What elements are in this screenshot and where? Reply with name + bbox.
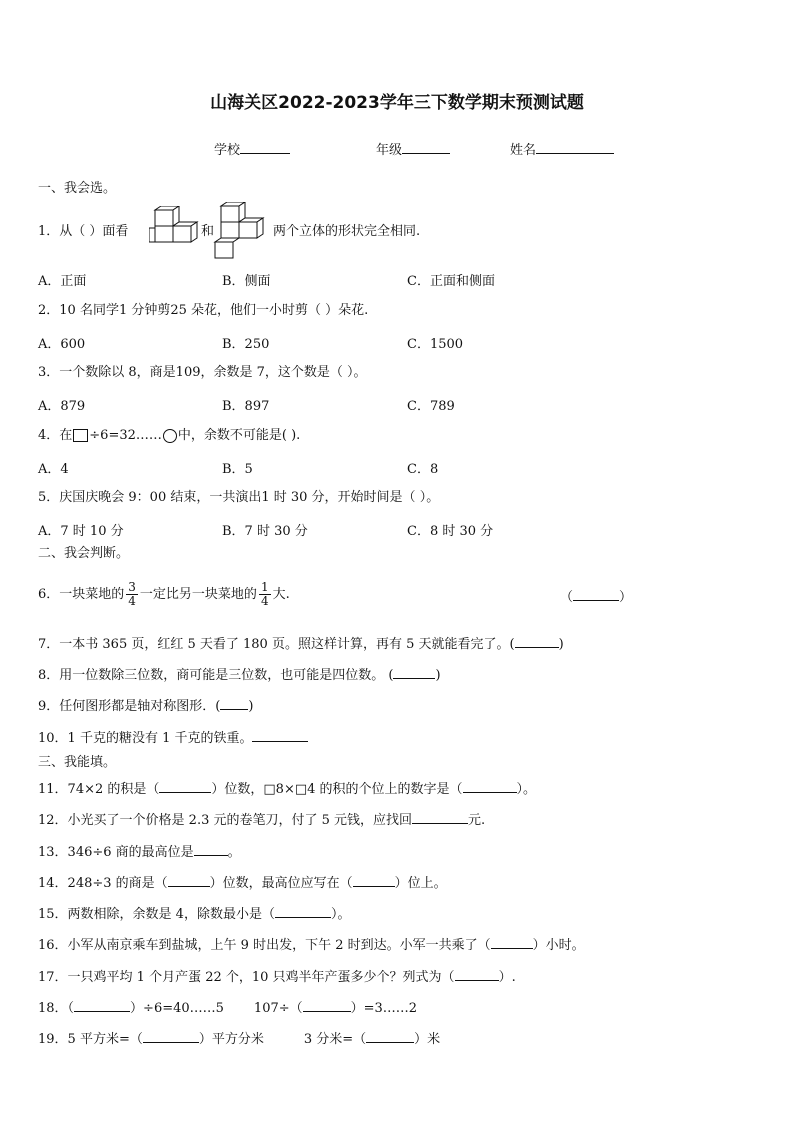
q8-text: 8．用一位数除三位数，商可能是三位数，也可能是四位数。 ( <box>38 668 394 683</box>
q7-paren-right: ) <box>558 637 564 652</box>
question-17 <box>38 967 516 987</box>
fraction-1-4 <box>259 581 271 608</box>
question-5: 5．庆国庆晚会 9：00 结束，一共演出1 时 30 分，开始时间是（ ）。 <box>38 490 440 505</box>
q6-text-b: 一定比另一块菜地的 <box>139 587 257 602</box>
q8-paren-right: ) <box>435 668 441 683</box>
q6-text-a: 6．一块菜地的 <box>38 587 125 602</box>
q13-blank[interactable] <box>194 842 228 856</box>
question-12 <box>38 810 485 830</box>
school-label: 学校 <box>214 143 241 158</box>
q5-option-c[interactable]: C．8 时 30 分 <box>407 524 494 539</box>
q9-text: 9．任何图形都是轴对称图形．( <box>38 699 221 714</box>
q9-answer-blank[interactable] <box>220 696 248 710</box>
q2-option-b[interactable]: B．250 <box>222 337 270 352</box>
q16-text-a: 16．小军从南京乘车到盐城，上午 9 时出发，下午 2 时到达。小军一共乘了（ <box>38 938 491 953</box>
q6-text-c: 大. <box>272 587 290 602</box>
q3-option-a[interactable]: A．879 <box>38 399 86 414</box>
section-2-heading: 二、我会判断。 <box>38 546 130 561</box>
q15-text-b: ）。 <box>330 907 351 922</box>
q4-option-a[interactable]: A．4 <box>38 462 69 477</box>
q8-answer-blank[interactable] <box>393 665 435 679</box>
page-title: 山海关区2022-2023学年三下数学期末预测试题 <box>210 93 584 113</box>
q12-text-b: 元. <box>468 813 486 828</box>
q4-text-a: 4．在 <box>38 428 73 443</box>
q6-answer-field <box>560 587 632 607</box>
q13-text-a: 13．346÷6 商的最高位是 <box>38 845 194 860</box>
q14-text-c: ）位上。 <box>394 876 447 891</box>
q18-text-a: 18．（ <box>38 1001 75 1016</box>
question-1-part-a: 1．从（ ）面看 <box>38 224 129 239</box>
q18-text-c: 107÷（ <box>253 1001 303 1016</box>
q19-blank-2[interactable] <box>366 1029 414 1043</box>
q19-text-b: ）平方分米 <box>198 1032 264 1047</box>
q3-option-b[interactable]: B．897 <box>222 399 270 414</box>
q14-text-b: ）位数，最高位应写在（ <box>209 876 353 891</box>
q13-text-b: 。 <box>227 845 241 860</box>
q18-text-d: ）=3……2 <box>350 1001 418 1016</box>
q16-text-b: ）小时。 <box>532 938 585 953</box>
question-9 <box>38 696 253 716</box>
q11-text-c: ）。 <box>516 782 537 797</box>
question-19 <box>38 1029 440 1049</box>
q6-paren-right: ） <box>619 590 633 605</box>
circle-icon <box>163 429 177 443</box>
question-1-part-b: 和 <box>201 224 215 239</box>
grade-label: 年级 <box>376 143 403 158</box>
section-3-heading: 三、我能填。 <box>38 755 117 770</box>
q18-blank-2[interactable] <box>303 998 351 1012</box>
fraction-denominator: 4 <box>128 594 136 608</box>
q12-text-a: 12．小光买了一个价格是 2.3 元的卷笔刀，付了 5 元钱，应找回 <box>38 813 413 828</box>
q9-paren-right: ) <box>248 699 254 714</box>
q11-text-a: 11．74×2 的积是（ <box>38 782 160 797</box>
cube-figure-1-icon <box>149 206 201 258</box>
name-label: 姓名 <box>510 143 537 158</box>
question-3: 3．一个数除以 8，商是109，余数是 7，这个数是（ ）。 <box>38 365 367 380</box>
q17-blank[interactable] <box>455 967 499 981</box>
q2-option-a[interactable]: A．600 <box>38 337 86 352</box>
section-1-heading: 一、我会选。 <box>38 181 117 196</box>
q12-blank[interactable] <box>412 810 468 824</box>
q19-text-d: ）米 <box>414 1032 441 1047</box>
q19-text-c: 3 分米=（ <box>303 1032 367 1047</box>
question-8 <box>38 665 441 685</box>
name-blank[interactable] <box>536 140 614 154</box>
fraction-numerator: 3 <box>128 580 136 594</box>
question-10 <box>38 728 308 748</box>
question-11 <box>38 779 536 799</box>
grade-blank[interactable] <box>402 140 450 154</box>
q7-text: 7．一本书 365 页，红红 5 天看了 180 页。照这样计算，再有 5 天就能看完了。( <box>38 637 515 652</box>
question-7 <box>38 634 564 654</box>
q10-answer-blank[interactable] <box>252 728 308 742</box>
q7-answer-blank[interactable] <box>515 634 559 648</box>
q4-option-c[interactable]: C．8 <box>407 462 439 477</box>
q14-blank-1[interactable] <box>168 873 210 887</box>
q1-option-c[interactable]: C．正面和侧面 <box>407 274 495 289</box>
q17-text-b: ）. <box>498 970 516 985</box>
school-blank[interactable] <box>240 140 290 154</box>
q11-blank-1[interactable] <box>159 779 211 793</box>
q6-paren-left: （ <box>560 590 574 605</box>
q14-text-a: 14．248÷3 的商是（ <box>38 876 168 891</box>
q4-text-b: ÷6=32…… <box>89 428 162 443</box>
question-1-part-c: 两个立体的形状完全相同. <box>273 224 421 239</box>
q15-text-a: 15．两数相除，余数是 4，除数最小是（ <box>38 907 275 922</box>
q11-blank-2[interactable] <box>463 779 517 793</box>
question-4 <box>38 427 300 445</box>
q14-blank-2[interactable] <box>353 873 395 887</box>
cube-figure-2-icon <box>213 202 273 260</box>
q5-option-b[interactable]: B．7 时 30 分 <box>222 524 308 539</box>
question-15 <box>38 904 350 924</box>
q4-option-b[interactable]: B．5 <box>222 462 253 477</box>
q17-text-a: 17．一只鸡平均 1 个月产蛋 22 个，10 只鸡半年产蛋多少个？列式为（ <box>38 970 455 985</box>
q1-option-b[interactable]: B．侧面 <box>222 274 271 289</box>
school-field <box>214 140 290 160</box>
q19-text-a: 19．5 平方米=（ <box>38 1032 143 1047</box>
q18-blank-1[interactable] <box>74 998 130 1012</box>
square-box-icon <box>73 429 88 442</box>
fraction-3-4 <box>126 581 138 608</box>
q3-option-c[interactable]: C．789 <box>407 399 455 414</box>
question-6 <box>38 580 290 610</box>
question-16 <box>38 935 585 955</box>
q5-option-a[interactable]: A．7 时 10 分 <box>38 524 124 539</box>
q6-answer-blank[interactable] <box>573 587 619 601</box>
q16-blank[interactable] <box>491 935 533 949</box>
grade-field <box>376 140 450 160</box>
question-13 <box>38 842 241 862</box>
name-field <box>510 140 614 160</box>
q2-option-c[interactable]: C．1500 <box>407 337 464 352</box>
question-14 <box>38 873 447 893</box>
q1-option-a[interactable]: A．正面 <box>38 274 87 289</box>
q11-text-b: ）位数，□8×□4 的积的个位上的数字是（ <box>211 782 463 797</box>
q15-blank[interactable] <box>275 904 331 918</box>
q18-text-b: ）÷6=40……5 <box>130 1001 224 1016</box>
q10-text: 10．1 千克的糖没有 1 千克的铁重。 <box>38 731 253 746</box>
fraction-denominator: 4 <box>260 594 269 608</box>
question-18 <box>38 998 417 1018</box>
fraction-numerator: 1 <box>260 580 269 594</box>
q19-blank-1[interactable] <box>143 1029 199 1043</box>
q4-text-c: 中，余数不可能是( ). <box>177 428 301 443</box>
question-2: 2．10 名同学1 分钟剪25 朵花，他们一小时剪（ ）朵花. <box>38 303 369 318</box>
